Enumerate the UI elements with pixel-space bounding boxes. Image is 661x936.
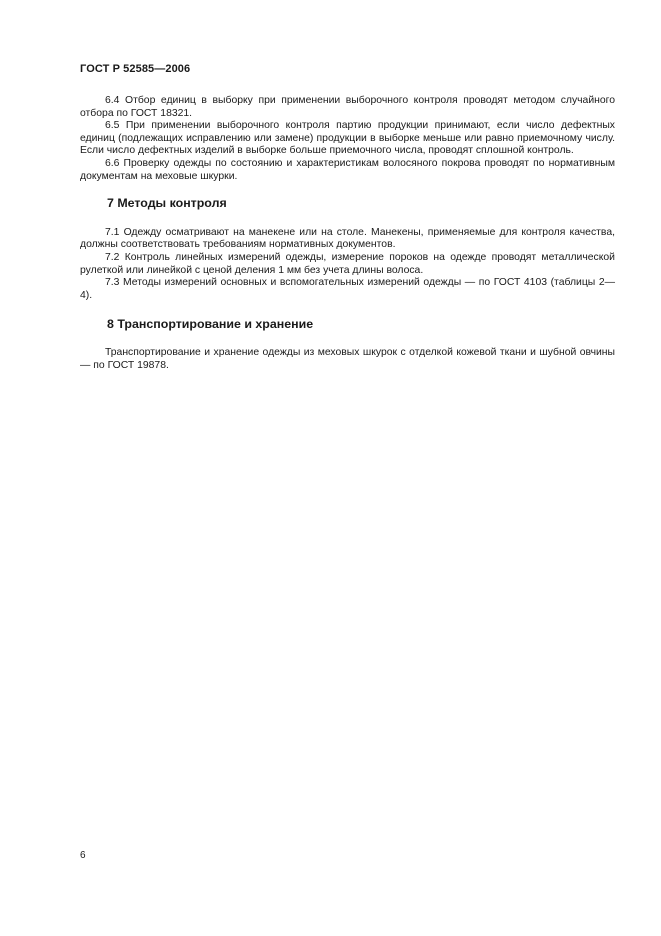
standard-header: ГОСТ Р 52585—2006	[80, 63, 191, 75]
paragraph-6-5: 6.5 При применении выборочного контроля партию продукции принимают, если число дефектных единиц (подлежащих исправлению или замене) продукции в выборке меньше или равно приемочному числу. Если число дефектных изделий в выборке больше приемочного числа, проводят сплошной контроль.	[80, 120, 615, 157]
paragraph-7-3: 7.3 Методы измерений основных и вспомогательных измерений одежды — по ГОСТ 4103 (таблицы 2—4).	[80, 277, 615, 301]
paragraph-7-1: 7.1 Одежду осматривают на манекене или на столе. Манекены, применяемые для контроля качества, должны соответствовать требованиям нормативных документов.	[80, 226, 615, 251]
section-7-title: 7 Методы контроля	[107, 196, 227, 211]
section-8-title: 8 Транспортирование и хранение	[107, 317, 314, 332]
paragraph-6-6: 6.6 Проверку одежды по состоянию и характеристикам волосяного покрова проводят по нормативным документам на меховые шкурки.	[80, 157, 615, 182]
page-number: 6	[80, 850, 86, 861]
paragraph-8: Транспортирование и хранение одежды из меховых шкурок с отделкой кожевой ткани и шубной овчины — по ГОСТ 19878.	[80, 346, 615, 371]
document-body	[80, 95, 615, 372]
paragraph-6-4: 6.4 Отбор единиц в выборку при применении выборочного контроля проводят методом случайного отбора по ГОСТ 18321.	[80, 95, 615, 119]
paragraph-7-2: 7.2 Контроль линейных измерений одежды, измерение пороков на одежде проводят металлической рулеткой или линейкой с ценой деления 1 мм без учета длины волоса.	[80, 251, 615, 276]
